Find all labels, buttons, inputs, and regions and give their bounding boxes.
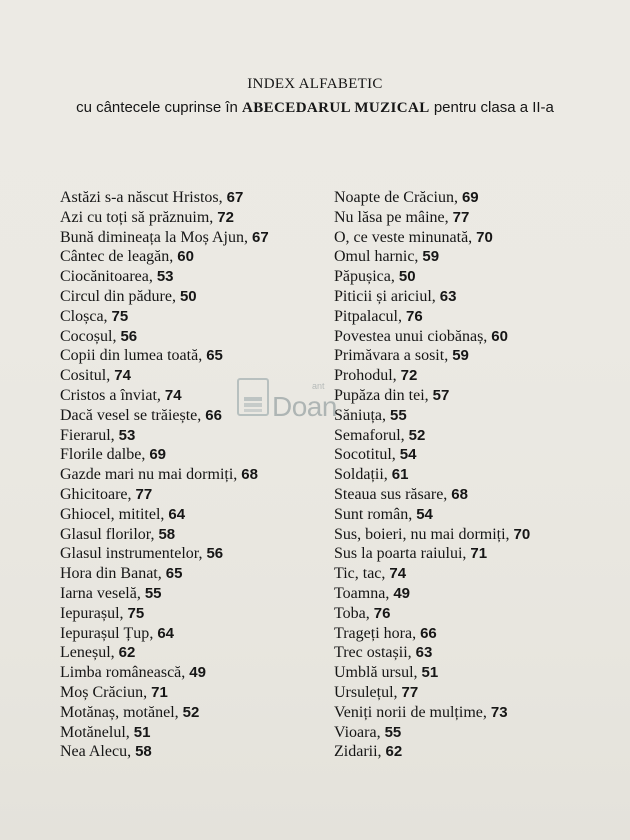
page-subtitle	[0, 99, 630, 117]
song-title: Fierarul	[60, 426, 111, 444]
index-entry	[60, 683, 269, 703]
page-number: 76	[405, 307, 423, 325]
song-title: Cloșca	[60, 307, 104, 325]
separator: ,	[198, 545, 207, 563]
page-number: 66	[205, 406, 222, 424]
separator: ,	[383, 466, 392, 484]
index-entry	[334, 445, 530, 465]
index-entry	[60, 643, 269, 663]
page-number: 59	[452, 347, 469, 365]
page-number: 71	[151, 683, 168, 701]
song-title: Limba românească	[60, 664, 182, 682]
song-title: Semaforul	[334, 426, 401, 444]
page-number: 53	[156, 268, 174, 286]
separator: ,	[110, 426, 119, 444]
index-entry	[60, 505, 269, 525]
song-title: Noapte de Crăciun	[334, 189, 454, 206]
separator: ,	[127, 743, 136, 761]
separator: ,	[444, 347, 453, 365]
separator: ,	[136, 584, 145, 602]
separator: ,	[377, 743, 386, 761]
song-title: Veniți norii de mulțime	[334, 703, 483, 721]
song-title: Umblă ursul	[334, 664, 414, 682]
page-number: 74	[114, 367, 131, 385]
song-title: Glasul florilor	[60, 525, 151, 543]
song-title: O, ce veste minunată	[334, 228, 469, 246]
page-number: 71	[470, 545, 488, 563]
page-number: 68	[241, 466, 258, 484]
index-entry	[60, 604, 269, 624]
page-number: 63	[415, 644, 433, 662]
index-entry	[334, 228, 530, 248]
song-title: Săniuța	[334, 406, 382, 424]
song-title: Cocoșul	[60, 327, 113, 345]
page-number: 70	[513, 525, 531, 543]
song-title: Pitpalacul	[334, 307, 398, 325]
separator: ,	[169, 248, 178, 266]
song-title: Bună dimineața la Moș Ajun	[60, 228, 244, 246]
separator: ,	[209, 208, 218, 226]
song-title: Pupăza din tei	[334, 386, 425, 404]
index-entry	[334, 346, 530, 366]
separator: ,	[482, 703, 491, 721]
separator: ,	[453, 189, 462, 206]
index-entry	[334, 525, 530, 545]
page-number: 62	[385, 743, 403, 761]
song-title: Toba	[334, 604, 366, 622]
separator: ,	[385, 584, 394, 602]
separator: ,	[444, 208, 453, 226]
song-title: Florile dalbe	[60, 446, 142, 464]
index-entry	[334, 742, 530, 762]
index-entry	[60, 525, 269, 545]
separator: ,	[125, 723, 134, 741]
song-title: Nu lăsa pe mâine	[334, 208, 445, 226]
separator: ,	[149, 624, 158, 642]
separator: ,	[400, 426, 409, 444]
index-entry	[60, 544, 269, 564]
song-title: Prohodul	[334, 367, 393, 385]
song-title: Motănaș, motănel	[60, 703, 175, 721]
page-number: 70	[476, 228, 493, 246]
index-entry	[334, 544, 530, 564]
separator: ,	[218, 189, 227, 206]
index-entry	[334, 247, 530, 267]
index-entry	[60, 267, 269, 287]
index-entry	[334, 505, 530, 525]
index-entry	[60, 327, 269, 347]
song-title: Iepurașul Țup	[60, 624, 150, 642]
page-number: 50	[179, 287, 197, 305]
page-number: 54	[416, 505, 433, 523]
song-title: Sus la poarta raiului	[334, 545, 463, 563]
watermark-small-text: ant	[312, 381, 325, 391]
index-entry	[334, 327, 530, 347]
subtitle-prefix: cu cântecele cuprinse în	[76, 99, 238, 116]
index-entry	[60, 485, 269, 505]
song-title: Gazde mari nu mai dormiți	[60, 466, 234, 484]
separator: ,	[197, 406, 206, 424]
separator: ,	[431, 287, 440, 305]
index-entry	[334, 307, 530, 327]
subtitle-suffix: pentru clasa a II-a	[433, 99, 554, 116]
index-entry	[334, 624, 530, 644]
page-number: 76	[373, 604, 391, 622]
song-title: Ghiocel, mititel	[60, 505, 161, 523]
song-title: Circul din pădure	[60, 287, 172, 305]
song-title: Omul harnic	[334, 248, 415, 266]
page-number: 77	[452, 208, 470, 226]
separator: ,	[407, 644, 416, 662]
song-title: Povestea unui ciobănaș	[334, 327, 484, 345]
song-title: Nea Alecu	[60, 743, 128, 761]
separator: ,	[408, 505, 417, 523]
song-title: Soldații	[334, 466, 384, 484]
separator: ,	[110, 644, 119, 662]
separator: ,	[174, 703, 183, 721]
index-entry	[60, 188, 269, 208]
separator: ,	[413, 664, 422, 682]
separator: ,	[171, 287, 180, 305]
index-entry	[60, 564, 269, 584]
page-number: 61	[391, 466, 409, 484]
index-entry	[334, 564, 530, 584]
separator: ,	[397, 307, 406, 325]
index-entry	[334, 188, 530, 208]
song-title: Dacă vesel se trăiește	[60, 406, 198, 424]
page-number: 54	[399, 446, 417, 464]
index-entry	[334, 683, 530, 703]
page-number: 56	[206, 545, 224, 563]
index-entry	[60, 703, 269, 723]
separator: ,	[382, 406, 390, 424]
song-title: Sunt român	[334, 505, 409, 523]
page-number: 68	[451, 485, 468, 503]
page-number: 58	[135, 743, 152, 761]
separator: ,	[143, 683, 152, 701]
page-number: 64	[157, 624, 174, 642]
separator: ,	[106, 367, 115, 385]
separator: ,	[443, 485, 452, 503]
separator: ,	[156, 386, 165, 404]
song-title: Tic, tac	[334, 565, 382, 583]
page-number: 57	[432, 386, 450, 404]
separator: ,	[150, 525, 159, 543]
page-number: 69	[461, 189, 479, 206]
index-entry	[334, 287, 530, 307]
page-number: 51	[133, 723, 151, 741]
page-number: 67	[226, 189, 244, 206]
song-title: Piticii și ariciul	[334, 287, 432, 305]
song-title: Cristos a înviat	[60, 386, 157, 404]
page-number: 56	[120, 327, 138, 345]
page-number: 69	[149, 446, 166, 464]
song-title: Cântec de leagăn	[60, 248, 170, 266]
index-entry	[60, 445, 269, 465]
index-entry	[334, 604, 530, 624]
song-title: Trageți hora	[334, 624, 413, 642]
book-logo-icon	[236, 377, 270, 417]
song-title: Primăvara a sosit	[334, 347, 445, 365]
separator: ,	[391, 446, 400, 464]
separator: ,	[424, 386, 433, 404]
song-title: Ciocănitoarea	[60, 268, 149, 286]
index-entry	[60, 663, 269, 683]
page-number: 77	[135, 485, 153, 503]
song-title: Hora din Banat	[60, 565, 158, 583]
page-number: 62	[118, 644, 136, 662]
song-title: Astăzi s-a născut Hristos	[60, 189, 219, 206]
separator: ,	[393, 683, 402, 701]
page-number: 59	[422, 248, 440, 266]
song-title: Iepurașul	[60, 604, 120, 622]
index-entry	[334, 584, 530, 604]
separator: ,	[233, 466, 242, 484]
page-number: 66	[420, 624, 437, 642]
separator: ,	[119, 604, 128, 622]
song-title: Moș Crăciun	[60, 683, 144, 701]
page-number: 58	[158, 525, 176, 543]
index-entry	[334, 208, 530, 228]
index-entry	[334, 723, 530, 743]
page-number: 52	[182, 703, 200, 721]
page-number: 55	[384, 723, 402, 741]
song-title: Copii din lumea toată	[60, 347, 199, 365]
song-title: Ghicitoare	[60, 485, 128, 503]
subtitle-book-title: ABECEDARUL MUZICAL	[242, 100, 430, 116]
index-entry	[60, 465, 269, 485]
separator: ,	[483, 327, 492, 345]
song-title: Zidarii	[334, 743, 378, 761]
separator: ,	[103, 307, 112, 325]
page-number: 65	[206, 347, 223, 365]
index-entry	[60, 307, 269, 327]
page-number: 52	[408, 426, 426, 444]
separator: ,	[112, 327, 121, 345]
index-entry	[334, 703, 530, 723]
page-number: 74	[164, 386, 182, 404]
index-entry	[60, 228, 269, 248]
page-number: 49	[393, 584, 410, 602]
separator: ,	[412, 624, 421, 642]
page-number: 65	[165, 565, 183, 583]
separator: ,	[127, 485, 136, 503]
page-number: 53	[118, 426, 136, 444]
index-entry	[334, 663, 530, 683]
separator: ,	[157, 565, 166, 583]
page-number: 73	[490, 703, 508, 721]
song-title: Păpușica	[334, 268, 391, 286]
index-entry	[60, 624, 269, 644]
index-entry	[334, 643, 530, 663]
song-title: Azi cu toți să prăznuim	[60, 208, 210, 226]
page-title: INDEX ALFABETIC	[247, 76, 383, 92]
watermark-text: Doan	[272, 391, 337, 422]
index-column-right	[334, 188, 530, 762]
separator: ,	[198, 347, 207, 365]
page-number: 49	[189, 664, 206, 682]
page-number: 64	[168, 505, 186, 523]
page-number: 75	[111, 307, 129, 325]
page-number: 75	[127, 604, 145, 622]
song-title: Socotitul	[334, 446, 392, 464]
index-entry	[60, 247, 269, 267]
page-number: 55	[144, 584, 162, 602]
page-number: 67	[251, 228, 269, 246]
separator: ,	[414, 248, 423, 266]
index-entry	[334, 485, 530, 505]
song-title: Ursulețul	[334, 683, 394, 701]
index-entry	[60, 742, 269, 762]
index-entry	[334, 267, 530, 287]
page-number: 72	[400, 367, 418, 385]
page-header	[0, 76, 630, 117]
index-entry	[60, 287, 269, 307]
separator: ,	[392, 367, 401, 385]
page-number: 55	[390, 406, 407, 424]
separator: ,	[148, 268, 157, 286]
separator: ,	[160, 505, 169, 523]
song-title: Iarna veselă	[60, 584, 137, 602]
separator: ,	[365, 604, 374, 622]
separator: ,	[376, 723, 385, 741]
index-entry	[334, 465, 530, 485]
song-title: Cositul	[60, 367, 107, 385]
song-title: Motănelul	[60, 723, 126, 741]
song-title: Sus, boieri, nu mai dormiți	[334, 525, 506, 543]
page-number: 63	[439, 287, 457, 305]
song-title: Steaua sus răsare	[334, 485, 444, 503]
index-entry	[60, 208, 269, 228]
page-number: 51	[421, 664, 439, 682]
separator: ,	[462, 545, 471, 563]
song-title: Glasul instrumentelor	[60, 545, 199, 563]
separator: ,	[181, 664, 190, 682]
separator: ,	[505, 525, 514, 543]
separator: ,	[390, 268, 399, 286]
index-entry	[60, 723, 269, 743]
page-number: 60	[491, 327, 508, 345]
page-number: 74	[389, 565, 407, 583]
song-title: Leneșul	[60, 644, 111, 662]
page-number: 50	[398, 268, 416, 286]
index-entry	[60, 346, 269, 366]
page-number: 60	[177, 248, 194, 266]
page-number: 72	[217, 208, 234, 226]
separator: ,	[141, 446, 150, 464]
separator: ,	[468, 228, 477, 246]
song-title: Vioara	[334, 723, 377, 741]
watermark	[236, 377, 366, 437]
separator: ,	[381, 565, 390, 583]
index-entry	[60, 584, 269, 604]
song-title: Toamna	[334, 584, 386, 602]
page-number: 77	[401, 683, 419, 701]
separator: ,	[243, 228, 252, 246]
index-column-left	[60, 188, 269, 762]
song-title: Trec ostașii	[334, 644, 408, 662]
